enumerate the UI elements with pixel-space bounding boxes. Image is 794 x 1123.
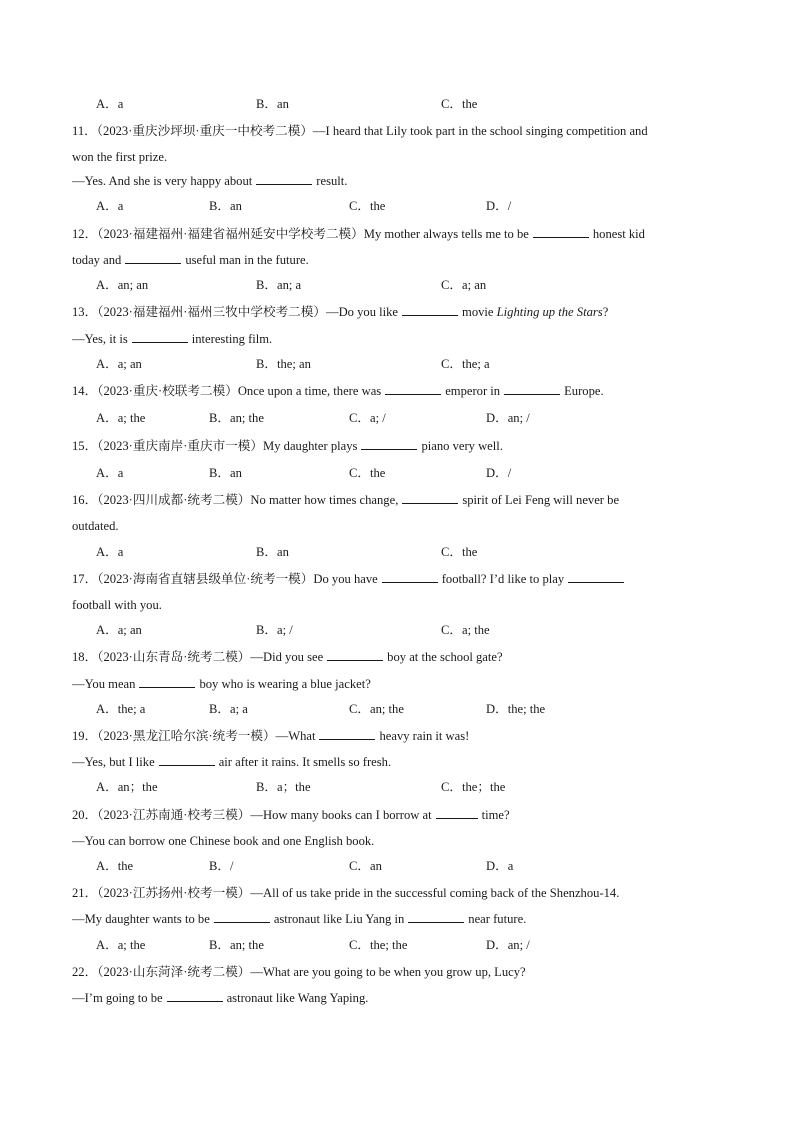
q17-option-c[interactable] bbox=[441, 621, 490, 639]
q16-stem-line1 bbox=[72, 491, 619, 509]
question-number: 15． bbox=[72, 439, 98, 453]
stem-text: heavy rain it was! bbox=[379, 729, 470, 743]
answer-blank[interactable] bbox=[327, 648, 383, 661]
option-text: a bbox=[117, 97, 124, 111]
q21-stem-line2 bbox=[72, 910, 526, 928]
answer-blank[interactable] bbox=[256, 172, 312, 185]
q14-options bbox=[0, 409, 794, 427]
option-text: a bbox=[507, 859, 514, 873]
stem-text: near future. bbox=[468, 912, 527, 926]
option-letter: C． bbox=[441, 278, 462, 292]
q16-option-c[interactable] bbox=[441, 543, 477, 561]
q14-stem-line1 bbox=[72, 382, 604, 400]
stem-text: boy at the school gate? bbox=[387, 650, 503, 664]
answer-blank[interactable] bbox=[159, 753, 215, 766]
stem-text: —Yes. And she is very happy about bbox=[72, 174, 253, 188]
stem-text: —Do you like bbox=[325, 305, 399, 319]
q21-option-a[interactable] bbox=[96, 936, 145, 954]
q20-stem-line1 bbox=[72, 806, 510, 824]
q18-options bbox=[0, 700, 794, 718]
movie-title: Lighting up the Stars bbox=[496, 305, 603, 319]
question-number: 16． bbox=[72, 493, 98, 507]
q14-option-a[interactable] bbox=[96, 409, 145, 427]
q15-option-d[interactable] bbox=[486, 464, 511, 482]
stem-text: astronaut like Wang Yaping. bbox=[226, 991, 369, 1005]
option-letter: B． bbox=[209, 938, 230, 952]
option-text: an; the bbox=[230, 938, 264, 952]
stem-text: astronaut like Liu Yang in bbox=[273, 912, 405, 926]
stem-text: —You can borrow one Chinese book and one English book. bbox=[72, 834, 375, 848]
option-text: the bbox=[462, 97, 478, 111]
option-text: an；the bbox=[117, 780, 158, 794]
option-letter: A． bbox=[96, 859, 118, 873]
q16-options bbox=[0, 543, 794, 561]
q22-stem-line1 bbox=[72, 963, 526, 981]
question-number: 14． bbox=[72, 384, 98, 398]
stem-text: My mother always tells me to be bbox=[363, 227, 529, 241]
option-letter: B． bbox=[209, 702, 230, 716]
answer-blank[interactable] bbox=[361, 437, 417, 450]
option-letter: A． bbox=[96, 466, 118, 480]
stem-text: boy who is wearing a blue jacket? bbox=[199, 677, 371, 691]
answer-blank[interactable] bbox=[382, 570, 438, 583]
option-letter: A． bbox=[96, 545, 118, 559]
q16-option-a[interactable] bbox=[96, 543, 123, 561]
option-text: the bbox=[117, 859, 134, 873]
option-text: a; the bbox=[462, 623, 490, 637]
option-text: an; / bbox=[507, 411, 530, 425]
q13-options bbox=[0, 355, 794, 373]
option-letter: A． bbox=[96, 623, 118, 637]
q11-options bbox=[0, 197, 794, 215]
option-letter: B． bbox=[256, 545, 277, 559]
option-text: a; the bbox=[117, 411, 146, 425]
q15-stem-line1 bbox=[72, 437, 503, 455]
q18-option-d[interactable] bbox=[486, 700, 545, 718]
option-letter: C． bbox=[349, 702, 370, 716]
q15-option-b[interactable] bbox=[209, 464, 242, 482]
option-text: a; an bbox=[462, 278, 487, 292]
stem-text: won the first prize. bbox=[72, 150, 168, 164]
option-letter: B． bbox=[209, 411, 230, 425]
question-number: 22． bbox=[72, 965, 98, 979]
q13-stem-line1 bbox=[72, 303, 608, 321]
option-text: a；the bbox=[277, 780, 311, 794]
question-number: 17． bbox=[72, 572, 98, 586]
stem-text: honest kid bbox=[592, 227, 645, 241]
stem-text: piano very well. bbox=[421, 439, 503, 453]
option-text: an bbox=[277, 545, 289, 559]
answer-blank[interactable] bbox=[214, 910, 270, 923]
option-letter: B． bbox=[256, 780, 277, 794]
option-text: a; / bbox=[370, 411, 386, 425]
stem-text: time? bbox=[481, 808, 510, 822]
option-text: a; a bbox=[230, 702, 248, 716]
question-source: （2023·江苏南通·校考三模） bbox=[97, 808, 251, 822]
q13-stem-line2 bbox=[72, 330, 272, 348]
question-number: 21． bbox=[72, 886, 98, 900]
option-letter: D． bbox=[486, 466, 508, 480]
option-text: an bbox=[230, 466, 242, 480]
q14-option-d[interactable] bbox=[486, 409, 530, 427]
q17-stem-line2 bbox=[72, 596, 162, 614]
option-text: a bbox=[117, 199, 124, 213]
option-text: the; the bbox=[370, 938, 408, 952]
answer-blank[interactable] bbox=[167, 989, 223, 1002]
answer-blank[interactable] bbox=[402, 491, 458, 504]
q21-options bbox=[0, 936, 794, 954]
question-source: （2023·四川成都·统考二模） bbox=[97, 493, 251, 507]
question-number: 11． bbox=[72, 124, 97, 138]
option-text: a bbox=[117, 545, 124, 559]
option-letter: B． bbox=[256, 97, 277, 111]
answer-blank[interactable] bbox=[402, 303, 458, 316]
q20-option-d[interactable] bbox=[486, 857, 513, 875]
option-text: / bbox=[507, 466, 512, 480]
answer-blank[interactable] bbox=[125, 251, 181, 264]
question-number: 13． bbox=[72, 305, 98, 319]
q12-stem-line1 bbox=[72, 225, 645, 243]
stem-text: —What are you going to be when you grow up, Lucy? bbox=[250, 965, 526, 979]
option-letter: B． bbox=[209, 466, 230, 480]
stem-text: ? bbox=[602, 305, 609, 319]
stem-text: useful man in the future. bbox=[185, 253, 309, 267]
option-letter: A． bbox=[96, 278, 118, 292]
answer-blank[interactable] bbox=[139, 675, 195, 688]
option-text: an bbox=[370, 859, 382, 873]
option-letter: A． bbox=[96, 411, 118, 425]
q12-options bbox=[0, 276, 794, 294]
q19-option-c[interactable] bbox=[441, 778, 505, 796]
option-text: an bbox=[277, 97, 289, 111]
stem-text: Once upon a time, there was bbox=[237, 384, 382, 398]
q19-option-a[interactable] bbox=[96, 778, 158, 796]
question-source: （2023·福建福州·福州三牧中学校考二模） bbox=[97, 305, 326, 319]
q10-option-c[interactable] bbox=[441, 95, 477, 113]
q18-stem-line1 bbox=[72, 648, 503, 666]
option-text: the; a bbox=[117, 702, 146, 716]
option-letter: A． bbox=[96, 97, 118, 111]
option-letter: C． bbox=[441, 545, 462, 559]
stem-text: —My daughter wants to be bbox=[72, 912, 210, 926]
option-text: a; the bbox=[117, 938, 146, 952]
q20-options bbox=[0, 857, 794, 875]
q13-option-a[interactable] bbox=[96, 355, 142, 373]
q20-stem-line2 bbox=[72, 832, 374, 850]
q13-option-b[interactable] bbox=[256, 355, 311, 373]
stem-text: air after it rains. It smells so fresh. bbox=[218, 755, 392, 769]
answer-blank[interactable] bbox=[504, 382, 560, 395]
stem-text: —All of us take pride in the successful coming back of the Shenzhou-14. bbox=[250, 886, 620, 900]
option-text: an; an bbox=[117, 278, 149, 292]
q20-option-c[interactable] bbox=[349, 857, 382, 875]
option-text: the bbox=[370, 466, 386, 480]
q18-option-b[interactable] bbox=[209, 700, 248, 718]
option-letter: D． bbox=[486, 702, 508, 716]
option-letter: C． bbox=[349, 411, 370, 425]
option-text: the bbox=[462, 545, 478, 559]
option-letter: C． bbox=[349, 466, 370, 480]
stem-text: Do you have bbox=[313, 572, 378, 586]
q15-options bbox=[0, 464, 794, 482]
stem-text: Europe. bbox=[564, 384, 604, 398]
q18-option-c[interactable] bbox=[349, 700, 404, 718]
option-letter: B． bbox=[209, 199, 230, 213]
question-source: （2023·山东青岛·统考二模） bbox=[97, 650, 251, 664]
option-text: an; the bbox=[230, 411, 264, 425]
q11-stem-line3 bbox=[72, 172, 347, 190]
option-text: the; an bbox=[277, 357, 311, 371]
option-letter: A． bbox=[96, 780, 118, 794]
answer-blank[interactable] bbox=[319, 727, 375, 740]
stem-text: No matter how times change, bbox=[250, 493, 399, 507]
option-letter: D． bbox=[486, 199, 508, 213]
q16-option-b[interactable] bbox=[256, 543, 289, 561]
q13-option-c[interactable] bbox=[441, 355, 490, 373]
question-source: （2023·海南省直辖县级单位·统考一模） bbox=[97, 572, 314, 586]
answer-blank[interactable] bbox=[132, 330, 188, 343]
stem-text: —I’m going to be bbox=[72, 991, 163, 1005]
stem-text: spirit of Lei Feng will never be bbox=[462, 493, 620, 507]
q15-option-c[interactable] bbox=[349, 464, 385, 482]
q18-stem-line2 bbox=[72, 675, 371, 693]
question-source: （2023·重庆·校联考二模） bbox=[97, 384, 238, 398]
answer-blank[interactable] bbox=[385, 382, 441, 395]
q17-option-b[interactable] bbox=[256, 621, 293, 639]
q10-option-a[interactable] bbox=[96, 95, 123, 113]
q14-option-b[interactable] bbox=[209, 409, 264, 427]
option-text: an bbox=[230, 199, 242, 213]
question-number: 18． bbox=[72, 650, 98, 664]
answer-blank[interactable] bbox=[436, 806, 478, 819]
q20-option-b[interactable] bbox=[209, 857, 234, 875]
option-letter: D． bbox=[486, 938, 508, 952]
q22-stem-line2 bbox=[72, 989, 368, 1007]
option-letter: C． bbox=[441, 623, 462, 637]
stem-text: —You mean bbox=[72, 677, 136, 691]
stem-text: interesting film. bbox=[191, 332, 273, 346]
q16-stem-line2 bbox=[72, 517, 119, 535]
option-letter: C． bbox=[349, 938, 370, 952]
option-letter: A． bbox=[96, 357, 118, 371]
q12-option-b[interactable] bbox=[256, 276, 301, 294]
q10-options bbox=[0, 95, 794, 113]
answer-blank[interactable] bbox=[533, 225, 589, 238]
q19-options bbox=[0, 778, 794, 796]
q21-stem-line1 bbox=[72, 884, 619, 902]
option-letter: B． bbox=[256, 623, 277, 637]
q11-option-b[interactable] bbox=[209, 197, 242, 215]
option-text: the; the bbox=[507, 702, 546, 716]
question-source: （2023·福建福州·福建省福州延安中学校考二模） bbox=[97, 227, 364, 241]
q12-option-a[interactable] bbox=[96, 276, 148, 294]
option-text: an; a bbox=[277, 278, 302, 292]
option-text: a bbox=[117, 466, 124, 480]
q11-option-c[interactable] bbox=[349, 197, 385, 215]
option-text: the; a bbox=[462, 357, 490, 371]
option-letter: C． bbox=[441, 357, 462, 371]
q19-option-b[interactable] bbox=[256, 778, 311, 796]
stem-text: —How many books can I borrow at bbox=[250, 808, 432, 822]
option-letter: A． bbox=[96, 702, 118, 716]
stem-text: football with you. bbox=[72, 598, 162, 612]
option-letter: C． bbox=[349, 859, 370, 873]
stem-text: —Yes, but I like bbox=[72, 755, 155, 769]
q21-option-b[interactable] bbox=[209, 936, 264, 954]
option-letter: C． bbox=[441, 780, 462, 794]
question-source: （2023·黑龙江哈尔滨·统考一模） bbox=[97, 729, 276, 743]
q11-stem-line2 bbox=[72, 148, 167, 166]
q15-option-a[interactable] bbox=[96, 464, 123, 482]
option-text: / bbox=[230, 859, 234, 873]
option-text: a; / bbox=[277, 623, 293, 637]
option-letter: C． bbox=[349, 199, 370, 213]
stem-text: —I heard that Lily took part in the school singing competition and bbox=[312, 124, 648, 138]
q17-option-a[interactable] bbox=[96, 621, 142, 639]
option-letter: B． bbox=[209, 859, 230, 873]
q11-stem-line1 bbox=[72, 122, 648, 140]
stem-text: —Did you see bbox=[250, 650, 324, 664]
q11-option-d[interactable] bbox=[486, 197, 511, 215]
stem-text: —What bbox=[275, 729, 316, 743]
option-letter: D． bbox=[486, 411, 508, 425]
option-letter: C． bbox=[441, 97, 462, 111]
q17-stem-line1 bbox=[72, 570, 628, 588]
question-number: 20． bbox=[72, 808, 98, 822]
stem-text: outdated. bbox=[72, 519, 119, 533]
question-source: （2023·重庆南岸·重庆市一模） bbox=[97, 439, 263, 453]
question-number: 12． bbox=[72, 227, 98, 241]
stem-text: today and bbox=[72, 253, 122, 267]
option-letter: D． bbox=[486, 859, 508, 873]
option-text: an; / bbox=[507, 938, 530, 952]
question-source: （2023·山东菏泽·统考二模） bbox=[97, 965, 251, 979]
q18-option-a[interactable] bbox=[96, 700, 145, 718]
q10-option-b[interactable] bbox=[256, 95, 289, 113]
question-source: （2023·重庆沙坪坝·重庆一中校考二模） bbox=[96, 124, 313, 138]
option-letter: A． bbox=[96, 199, 118, 213]
q21-option-d[interactable] bbox=[486, 936, 530, 954]
q12-option-c[interactable] bbox=[441, 276, 486, 294]
q19-stem-line2 bbox=[72, 753, 391, 771]
q12-stem-line2 bbox=[72, 251, 309, 269]
stem-text: —Yes, it is bbox=[72, 332, 128, 346]
answer-blank[interactable] bbox=[408, 910, 464, 923]
q20-option-a[interactable] bbox=[96, 857, 133, 875]
option-text: / bbox=[507, 199, 512, 213]
option-text: an; the bbox=[370, 702, 404, 716]
option-text: a; an bbox=[117, 623, 142, 637]
q19-stem-line1 bbox=[72, 727, 469, 745]
option-letter: A． bbox=[96, 938, 118, 952]
answer-blank[interactable] bbox=[568, 570, 624, 583]
option-letter: B． bbox=[256, 357, 277, 371]
q11-option-a[interactable] bbox=[96, 197, 123, 215]
stem-text: football? I’d like to play bbox=[441, 572, 565, 586]
stem-text: movie bbox=[462, 305, 494, 319]
option-text: a; an bbox=[117, 357, 142, 371]
stem-text: My daughter plays bbox=[263, 439, 358, 453]
q17-options bbox=[0, 621, 794, 639]
q21-option-c[interactable] bbox=[349, 936, 407, 954]
question-source: （2023·江苏扬州·校考一模） bbox=[97, 886, 251, 900]
stem-text: emperor in bbox=[445, 384, 501, 398]
question-number: 19． bbox=[72, 729, 98, 743]
option-text: the bbox=[370, 199, 386, 213]
q14-option-c[interactable] bbox=[349, 409, 386, 427]
stem-text: result. bbox=[316, 174, 348, 188]
option-text: the；the bbox=[462, 780, 506, 794]
option-letter: B． bbox=[256, 278, 277, 292]
